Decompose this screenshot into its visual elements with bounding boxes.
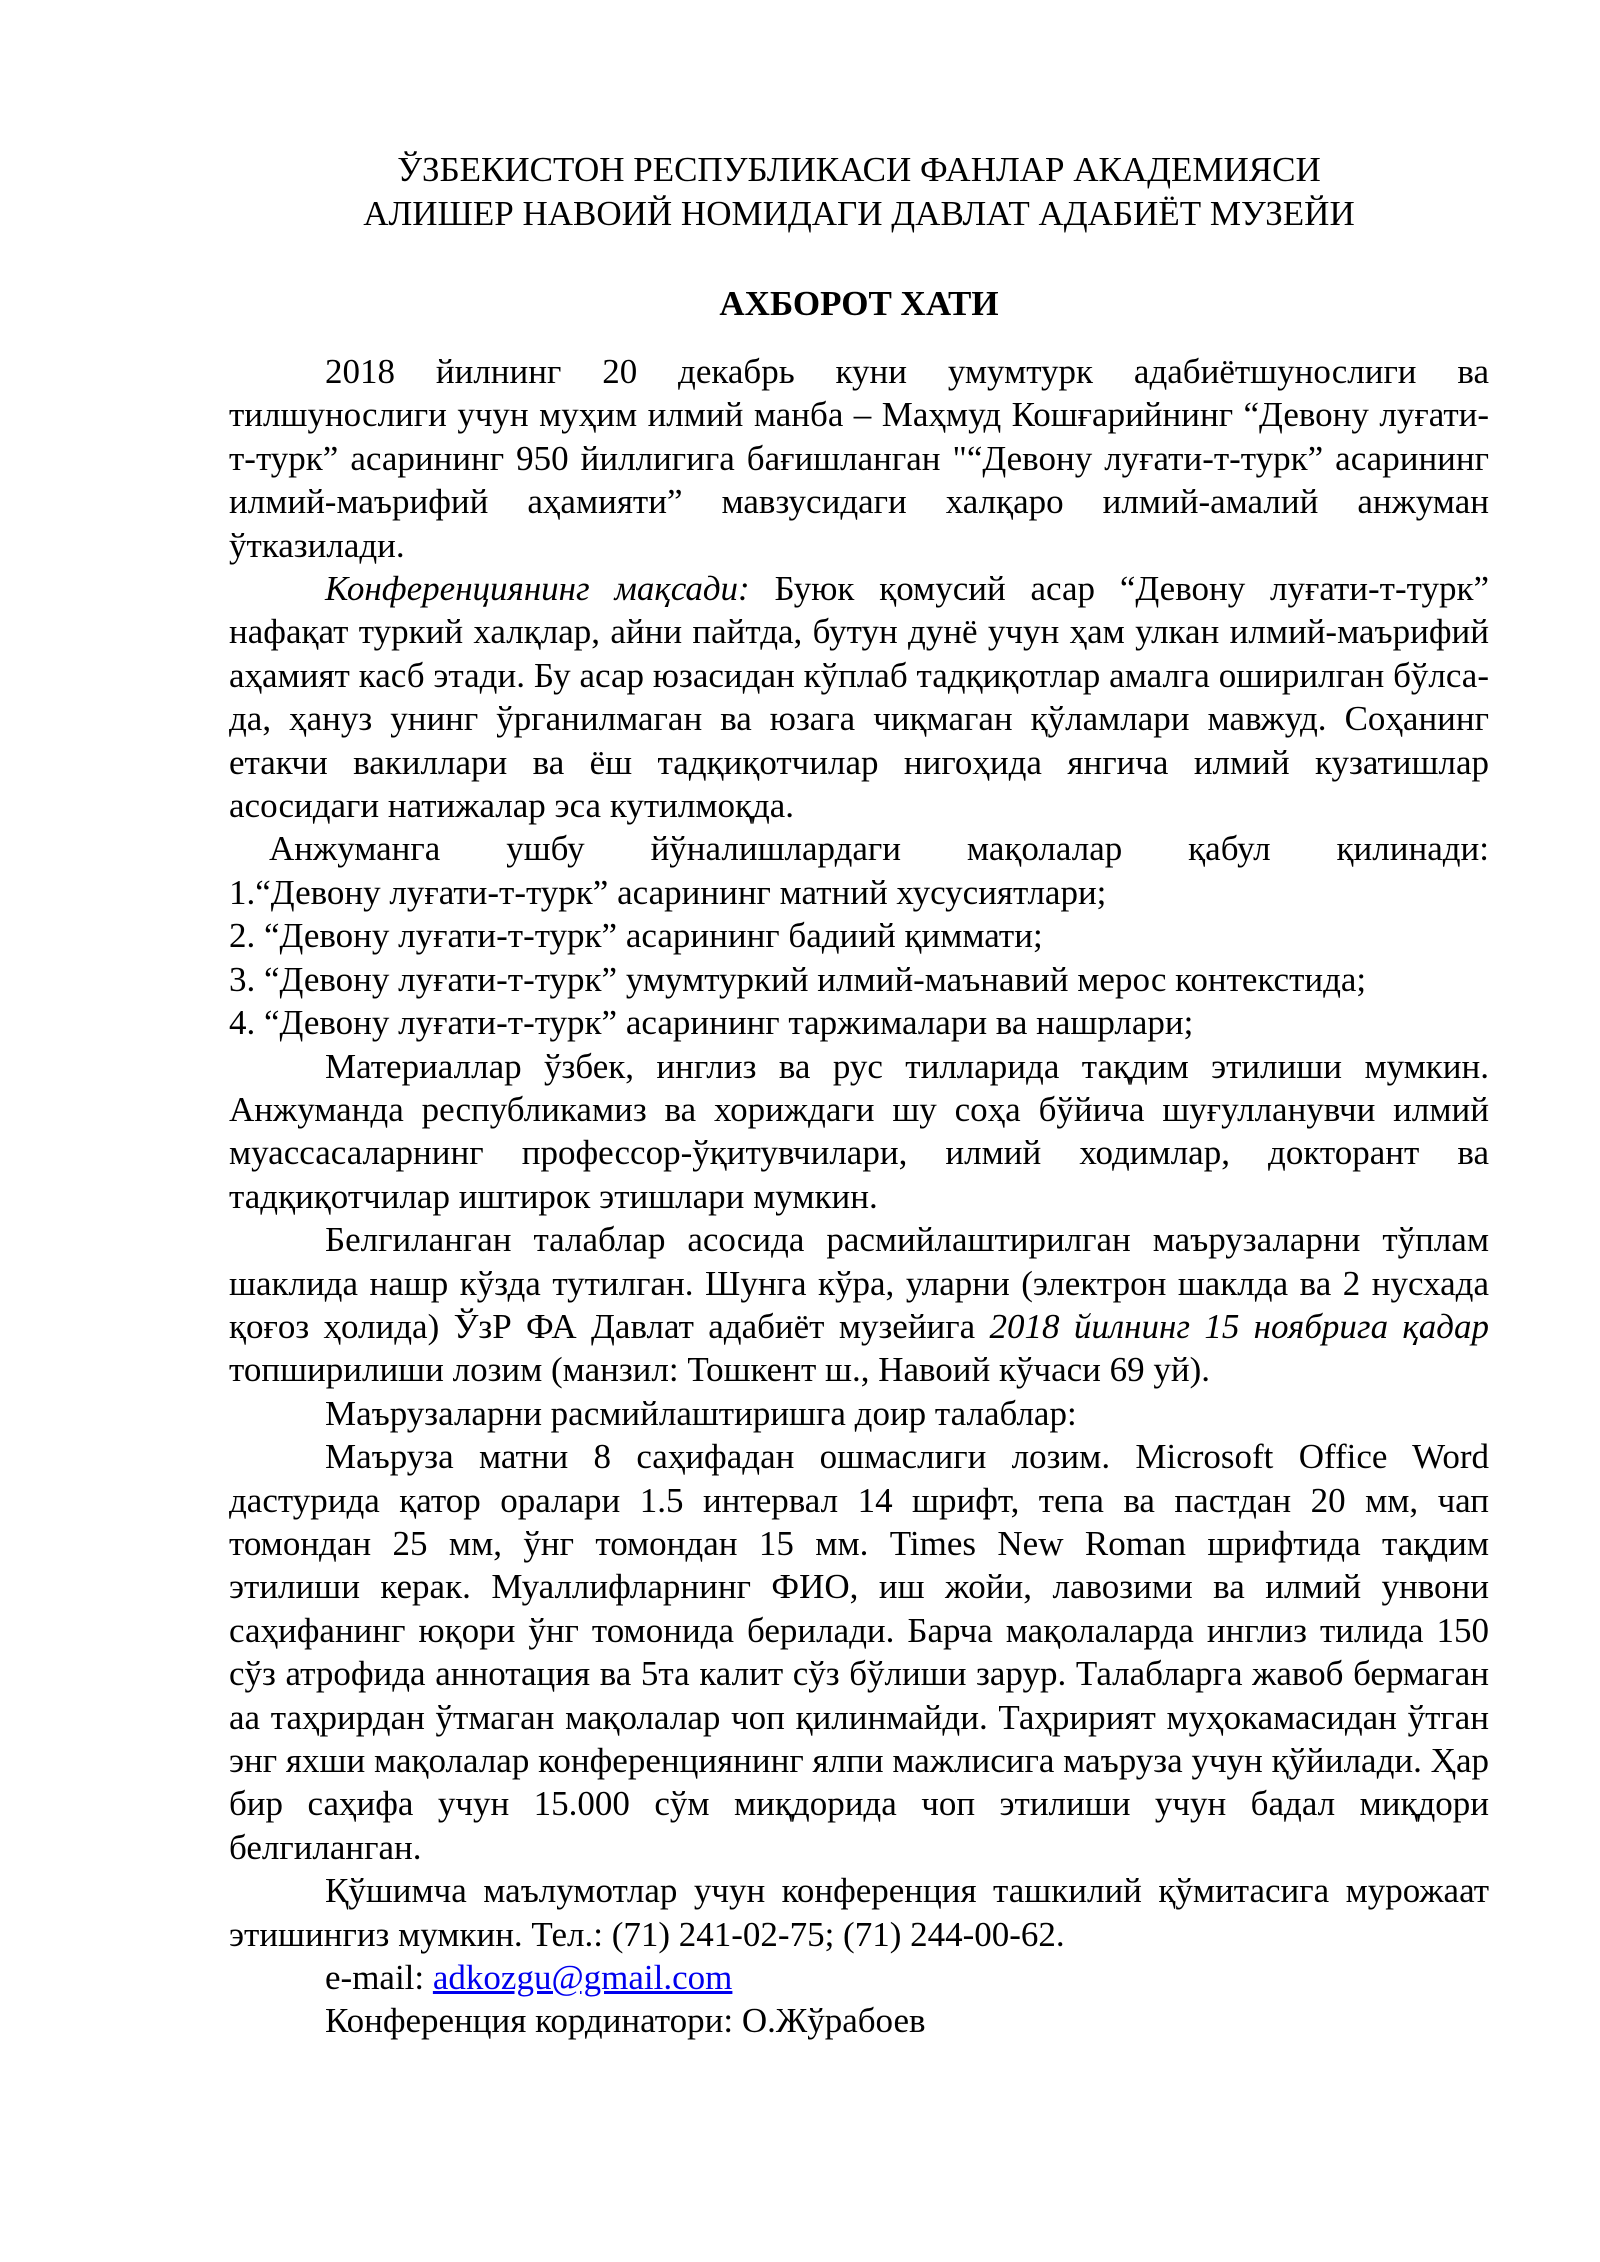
intro-paragraph: 2018 йилнинг 20 декабрь куни умумтурк адабиётшунослиги ва тилшунослиги учун муҳим илмий манба – Маҳмуд Кошғарийнинг “Девону луғати-т-турк” асарининг 950 йиллигига бағишланган "“Девону луғати-т-турк” асарининг илмий-маърифий аҳамияти” мавзусидаги халқаро илмий-амалий анжуман ўтказилади. bbox=[229, 352, 1489, 565]
topic-item: 4. “Девону луғати-т-турк” асарининг таржималари ва нашрлари; bbox=[229, 1003, 1194, 1043]
topic-item: 2. “Девону луғати-т-турк” асарининг бадиий қиммати; bbox=[229, 916, 1043, 956]
header-line-museum: АЛИШЕР НАВОИЙ НОМИДАГИ ДАВЛАТ АДАБИЁТ МУЗЕЙИ bbox=[363, 194, 1355, 233]
contact-paragraph: Қўшимча маълумотлар учун конференция ташкилий қўмитасига мурожаат этишингиз мумкин. Тел.: (71) 241-02-75; (71) 244-00-62. bbox=[229, 1871, 1489, 1954]
document-page bbox=[229, 148, 1489, 2043]
submission-address: топширилиши лозим (манзил: Тошкент ш., Навоий кўчаси 69 уй). bbox=[229, 1350, 1211, 1390]
document-header bbox=[229, 148, 1489, 236]
requirements-heading: Маърузаларни расмийлаштиришга доир талаблар: bbox=[325, 1393, 1077, 1433]
requirements-paragraph: Маъруза матни 8 саҳифадан ошмаслиги лозим. Microsoft Office Word дастурида қатор оралари 1.5 интервал 14 шрифт, тепа ва пастдан 20 мм, чап томондан 25 мм, ўнг томондан 15 мм. Times New Roman шрифтида тақдим этилиши керак. Муаллифларнинг ФИО, иш жойи, лавозими ва илмий унвони саҳифанинг юқори ўнг томонида берилади. Барча мақолаларда инглиз тилида 150 сўз атрофида аннотация ва 5та калит сўз бўлиши зарур. Талабларга жавоб бермаган аа таҳрирдан ўтмаган мақолалар чоп қилинмайди. Таҳририят муҳокамасидан ўтган энг яхши мақолалар конференциянинг ялпи мажлисига маъруза учун қўйилади. Ҳар бир саҳифа учун 15.000 сўм миқдорида чоп этилиши учун бадал миқдори белгиланган. bbox=[229, 1437, 1489, 1867]
topics-list bbox=[229, 871, 1489, 1045]
header-line-academy: ЎЗБЕКИСТОН РЕСПУБЛИКАСИ ФАНЛАР АКАДЕМИЯСИ bbox=[397, 150, 1321, 189]
goal-label: Конференциянинг мақсади: bbox=[325, 569, 750, 609]
topic-item: 3. “Девону луғати-т-турк” умумтуркий илмий-маънавий мерос контекстида; bbox=[229, 959, 1367, 999]
email-link[interactable]: adkozgu@gmail.com bbox=[432, 1958, 733, 1998]
email-label: e-mail: bbox=[325, 1958, 433, 1998]
goal-paragraph bbox=[229, 567, 1489, 827]
submission-text: Белгиланган талаблар асосида расмийлаштирилган маърузаларни тўплам шаклида нашр кўзда тутилган. Шунга кўра, уларни (электрон шаклда ва 2 нусхада қоғоз ҳолида) ЎзР ФА Давлат адабиёт музейига bbox=[229, 1220, 1489, 1346]
languages-paragraph: Материаллар ўзбек, инглиз ва рус тилларида тақдим этилиши мумкин. Анжуманда республикамиз ва хориждаги шу соҳа бўйича шуғулланувчи илмий муассасаларнинг профессор-ўқитувчилари, илмий ходимлар, докторант ва тадқиқотчилар иштирок этишлари мумкин. bbox=[229, 1046, 1489, 1216]
goal-text: Буюк қомусий асар “Девону луғати-т-турк” нафақат туркий халқлар, айни пайтда, бутун дунё учун ҳам улкан илмий-маърифий аҳамият касб этади. Бу асар юзасидан кўплаб тадқиқотлар амалга оширилган бўлса-да, ҳануз унинг ўрганилмаган ва юзага чиқмаган қўламлари мавжуд. Соҳанинг етакчи вакиллари ва ёш тадқиқотчилар нигоҳида янгича илмий кузатишлар асосидаги натижалар эса кутилмоқда. bbox=[229, 569, 1490, 826]
submission-deadline: 2018 йилнинг 15 ноябрига қадар bbox=[989, 1306, 1489, 1346]
topic-item: 1.“Девону луғати-т-турк” асарининг матний хусусиятлари; bbox=[229, 872, 1107, 912]
email-line bbox=[229, 1956, 1489, 1999]
topics-intro: Анжуманга ушбу йўналишлардаги мақолалар қабул қилинади: bbox=[269, 829, 1489, 869]
document-title: АХБОРОТ ХАТИ bbox=[719, 284, 999, 323]
submission-paragraph bbox=[229, 1218, 1489, 1392]
coordinator-line: Конференция кординатори: О.Жўрабоев bbox=[325, 2001, 926, 2041]
